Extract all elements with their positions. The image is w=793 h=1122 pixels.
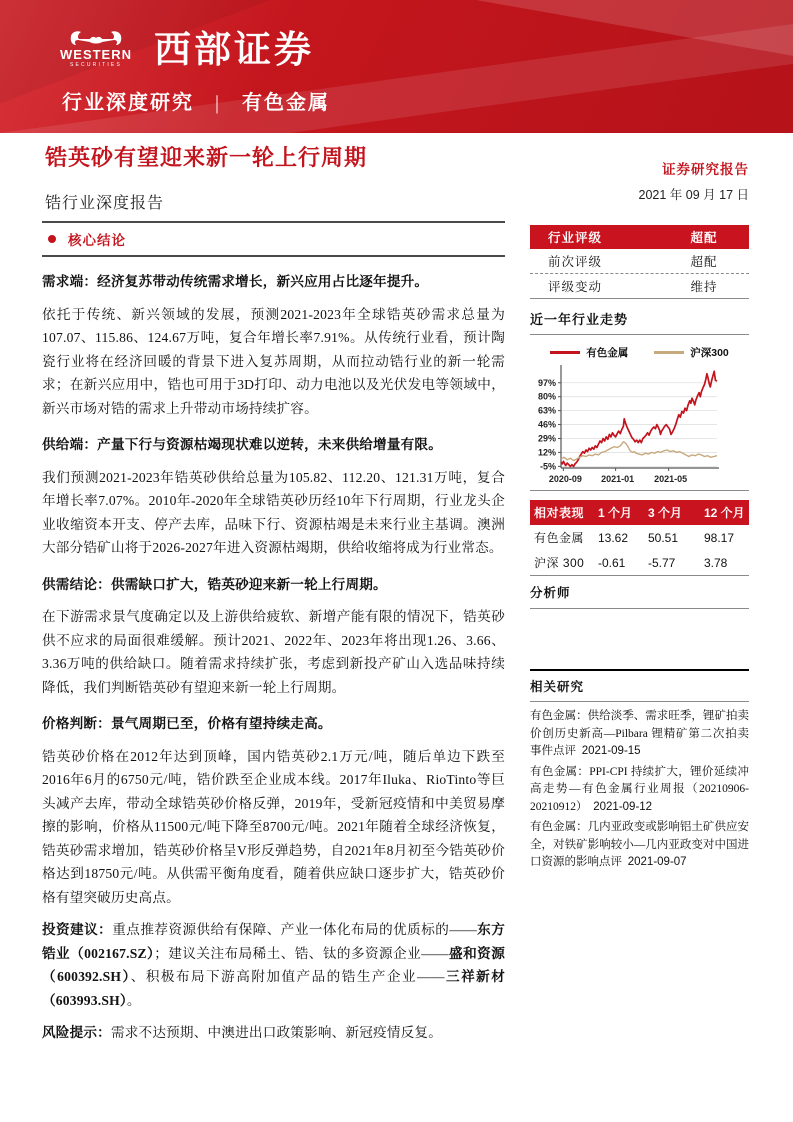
body-paragraph: 风险提示：需求不达预期、中澳进出口政策影响、新冠疫情反复。: [42, 1025, 443, 1040]
chart-legend: [530, 345, 749, 360]
svg-text:-5%: -5%: [539, 461, 556, 472]
logo-text-cn: 西部证券: [154, 29, 314, 70]
body-paragraph: 锆英砂价格在2012年达到顶峰，国内锆英砂2.1万元/吨，随后单边下跌至2016年6月的6750元/吨，锆价跌至企业成本线。2017年Iluka、RioTinto等巨头减产去库，带动全球锆英砂价格反弹，2019年，受新冠疫情和中美贸易摩擦的影响，价格从11500元/吨下降至8700元/吨。2021年随着全球经济恢复，锆英砂需求增加，锆英砂价格呈V形反弹趋势，自2021年8月初至今锆英砂价格达到18750元/吨。从供需平衡角度看，随着供应缺口逐步扩大，锆英砂价格有望突破历史高点。: [42, 748, 505, 905]
svg-text:12%: 12%: [537, 447, 556, 458]
rating-row: 评级变动 维持: [530, 274, 749, 299]
report-title: 锆英砂有望迎来新一轮上行周期: [45, 145, 368, 170]
body-paragraphs: [42, 270, 505, 1045]
industry-rating-table: [530, 225, 749, 299]
bullet-icon: [48, 235, 56, 243]
category-label: 行业深度研究: [62, 92, 194, 114]
svg-text:29%: 29%: [537, 433, 556, 444]
related-research-item[interactable]: 有色金属：几内亚政变或影响铝土矿供应安全，对铁矿影响较小—几内亚政变对中国进口资源的影响点评 2021-09-07: [530, 821, 749, 868]
company-logo: [60, 30, 314, 68]
body-paragraph: 在下游需求景气度确定以及上游供给疲软、新增产能有限的情况下，锆英砂供不应求的局面很难缓解。预计2021、2022年、2023年将出现1.26、3.66、3.36万吨的供给缺口。随着需求持续扩张，考虑到新投产矿山入选品味持续降低，我们判断锆英砂有望迎来新一轮上行周期。: [42, 609, 505, 695]
rating-row: 前次评级 超配: [530, 249, 749, 274]
trend-line-chart: [530, 362, 749, 490]
main-column: [42, 221, 505, 1054]
body-paragraph: 依托于传统、新兴领域的发展，预测2021-2023年全球锆英砂需求总量为107.07、115.86、124.67万吨，复合年增长率7.91%。从传统行业看，预计陶瓷行业将在经济回暖的背景下进入复苏周期，从而拉动锆行业的新一轮需求；在新兴应用中，锆也可用于3D打印、动力电池以及光伏发电等领域中，新兴市场对锆的需求上升带动市场持续扩容。: [42, 306, 505, 416]
related-research-list: [530, 708, 749, 872]
industry-label: 有色金属: [242, 92, 331, 114]
report-meta: [530, 158, 749, 203]
related-research-item[interactable]: 有色金属：供给淡季、需求旺季，锂矿拍卖价创历史新高—Pilbara 锂精矿第二次拍卖事件点评 2021-09-15: [530, 710, 749, 757]
trend-chart: [530, 345, 749, 490]
relative-data-row: 有色金属 13.62 50.51 98.17: [534, 530, 735, 545]
svg-text:97%: 97%: [537, 377, 556, 388]
report-category-line: [62, 86, 330, 115]
logo-text-en: WESTERN: [60, 47, 132, 62]
bull-logo-icon: [60, 30, 132, 68]
section-heading: 供给端：产量下行与资源枯竭现状难以逆转，未来供给增量有限。: [42, 437, 443, 452]
section-heading: 供需结论：供需缺口扩大，锆英砂迎来新一轮上行周期。: [42, 576, 387, 592]
core-conclusion-header: [42, 221, 505, 257]
svg-text:2021-05: 2021-05: [654, 474, 688, 484]
body-paragraph: 投资建议：重点推荐资源供给有保障、产业一体化布局的优质标的——东方锆业（002167.SZ）；建议关注布局稀土、锆、钛的多资源企业——盛和资源（600392.SH）、积极布局下游高附加值产品的锆生产企业——三祥新材（603993.SH）。: [42, 922, 506, 1008]
section-heading: 价格判断：景气周期已至，价格有望持续走高。: [42, 716, 332, 731]
trend-chart-title: 近一年行业走势: [530, 309, 749, 335]
rating-row: 行业评级 超配: [530, 225, 749, 249]
legend-item: 沪深300: [654, 345, 729, 360]
svg-text:63%: 63%: [537, 405, 556, 416]
report-subtitle: 锆行业深度报告: [45, 195, 165, 212]
body-paragraph: 我们预测2021-2023年锆英砂供给总量为105.82、112.20、121.31万吨，复合年增长率7.07%。2010年-2020年全球锆英砂历经10年下行周期，行业龙头企业收缩资本开支、停产去库，品味下行、资源枯竭是未来行业主基调。澳洲大部分锆矿山将于2026-2027年进入资源枯竭期，供给收缩将成为行业常态。: [42, 469, 505, 555]
relative-header-row: 相对表现 1 个月 3 个月 12 个月: [530, 500, 749, 525]
related-research-item[interactable]: 有色金属：PPI-CPI 持续扩大，锂价延续冲高走势—有色金属行业周报（20210906-20210912） 2021-09-12: [530, 765, 749, 813]
svg-text:2021-01: 2021-01: [601, 474, 635, 484]
related-research-title: 相关研究: [530, 680, 585, 694]
svg-text:2020-09: 2020-09: [548, 474, 582, 484]
relative-performance-table: [530, 500, 749, 575]
logo-text-sub: SECURITIES: [69, 62, 122, 68]
category-divider: |: [215, 92, 222, 114]
relative-data-row: 沪深 300 -0.61 -5.77 3.78: [534, 555, 728, 570]
svg-text:46%: 46%: [537, 419, 556, 430]
svg-text:80%: 80%: [537, 391, 556, 402]
spacer: [530, 609, 749, 669]
core-conclusion-label: 核心结论: [68, 233, 126, 248]
separator: [530, 701, 749, 702]
sidebar: [530, 225, 749, 875]
report-date: 2021 年 09 月 17 日: [638, 188, 749, 202]
analyst-section-title: 分析师: [530, 586, 571, 600]
legend-item: 有色金属: [550, 345, 628, 360]
report-type-label: 证券研究报告: [662, 162, 749, 177]
section-heading: 需求端：经济复苏带动传统需求增长，新兴应用占比逐年提升。: [42, 274, 429, 289]
separator: [530, 490, 749, 491]
header-banner: [0, 0, 793, 133]
